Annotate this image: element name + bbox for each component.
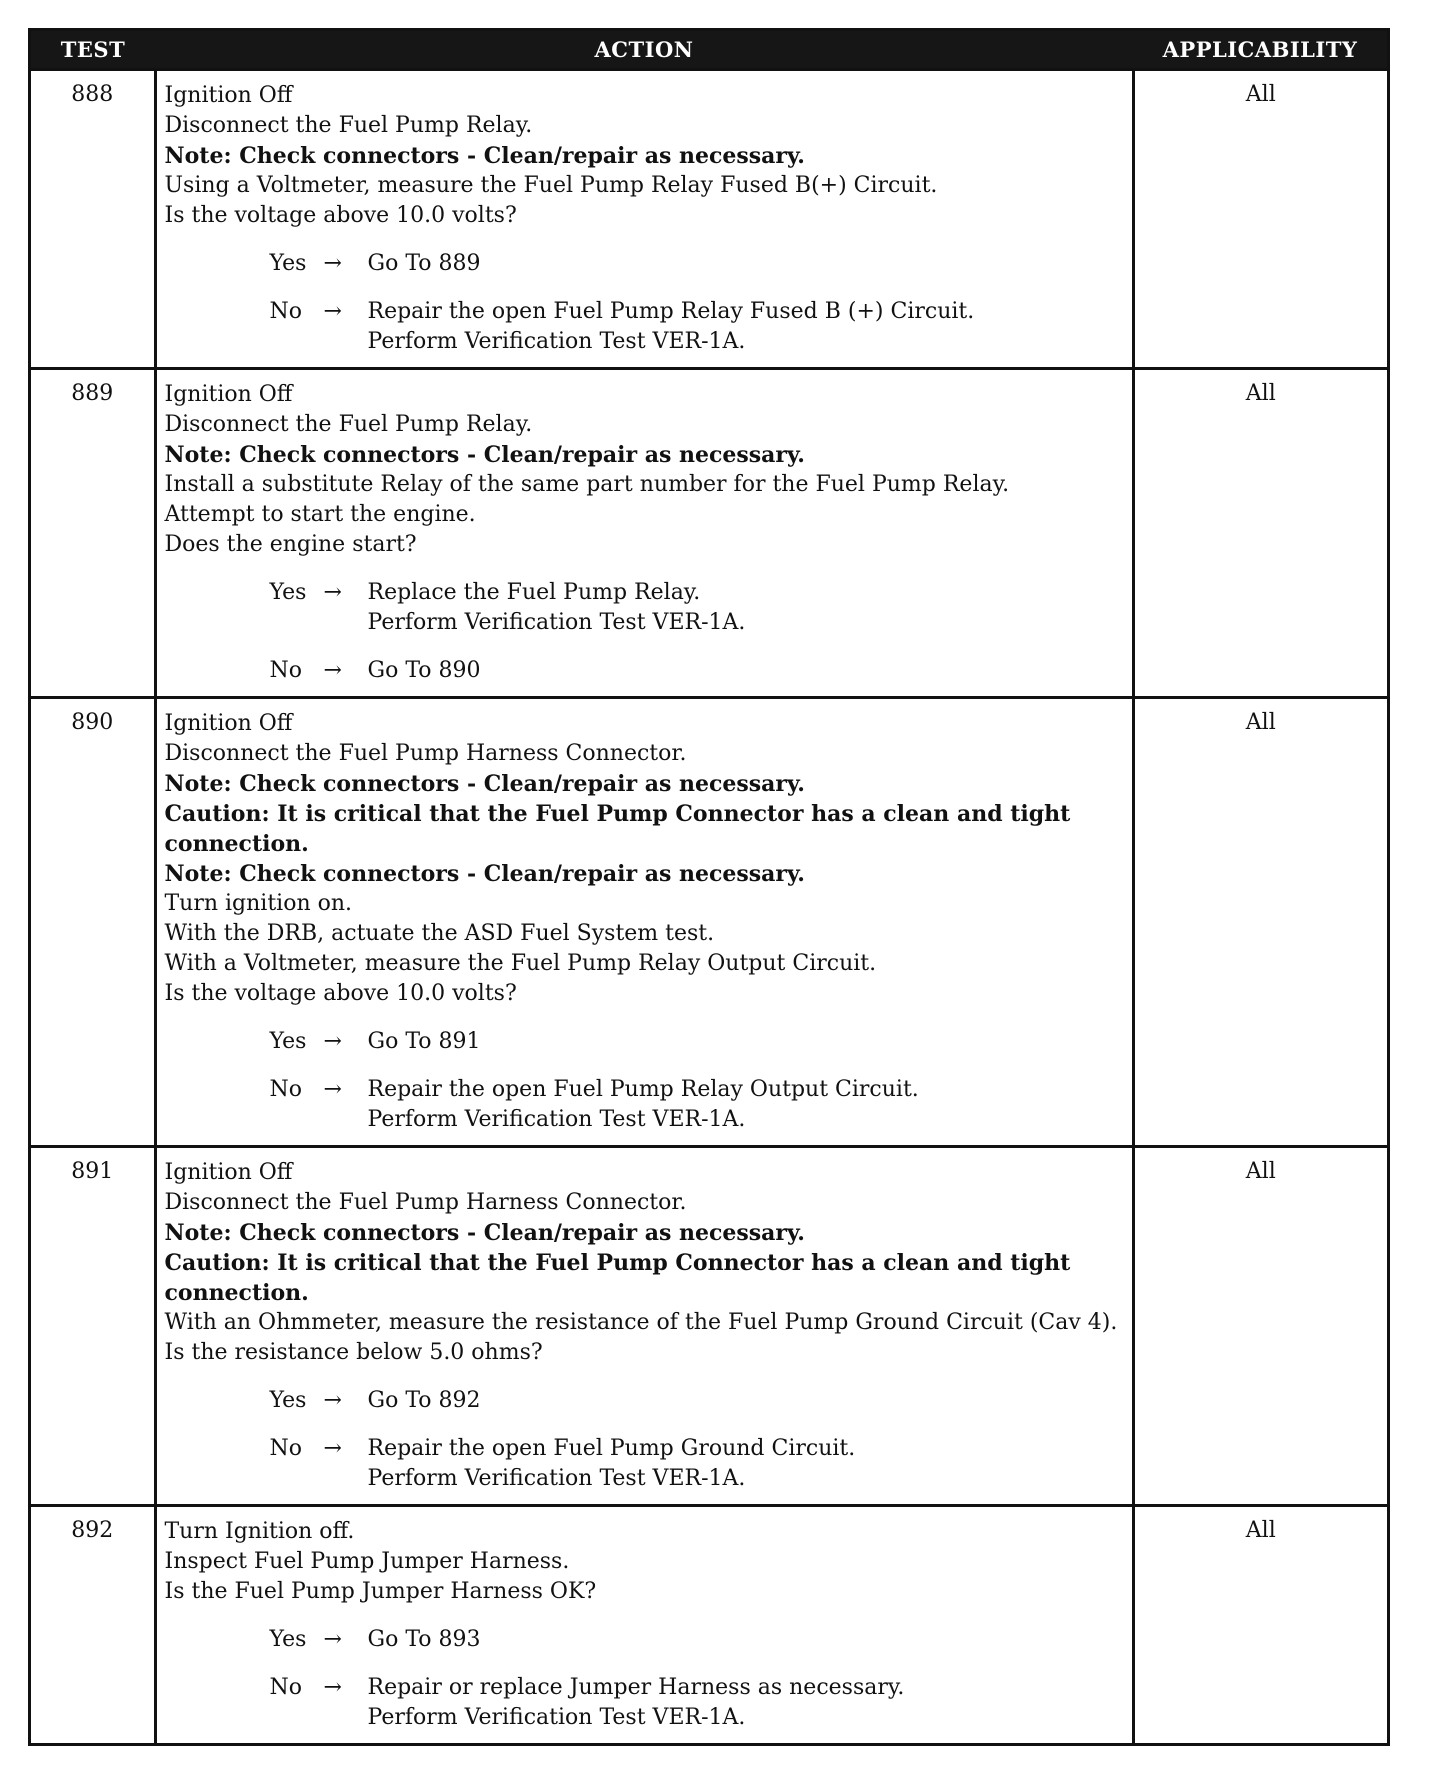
action-note: Caution: It is critical that the Fuel Pump Connector has a clean and tight connection. (164, 801, 1071, 857)
applicability-value: All (1133, 70, 1387, 369)
branch-result-line: Go To 891 (367, 1029, 481, 1054)
action-note: Caution: It is critical that the Fuel Pump Connector has a clean and tight connection. (164, 1250, 1071, 1306)
decision-branch (270, 1386, 1124, 1416)
action-note: Note: Check connectors - Clean/repair as necessary. (164, 861, 805, 887)
arrow-right-icon: → (323, 1388, 342, 1413)
test-number: 889 (31, 369, 155, 698)
action-step: Install a substitute Relay of the same part number for the Fuel Pump Relay. (164, 472, 1010, 497)
action-note: Note: Check connectors - Clean/repair as necessary. (164, 143, 805, 169)
branch-result (368, 297, 1124, 357)
action-note: Note: Check connectors - Clean/repair as necessary. (164, 1220, 805, 1246)
action-cell (155, 1147, 1133, 1506)
action-step: Is the voltage above 10.0 volts? (164, 203, 517, 228)
branch-result-line: Replace the Fuel Pump Relay. (367, 580, 701, 605)
decision-branch (270, 1673, 1124, 1733)
branch-result-line: Perform Verification Test VER-1A. (367, 329, 746, 354)
action-step: Turn ignition on. (164, 891, 353, 916)
arrow-right-icon: → (323, 251, 342, 276)
arrow-right-icon: → (323, 580, 342, 605)
action-step: Ignition Off (164, 83, 293, 108)
test-number: 888 (31, 70, 155, 369)
decision-branch (270, 1434, 1124, 1494)
branch-result-line: Perform Verification Test VER-1A. (367, 610, 746, 635)
action-cell (155, 70, 1133, 369)
decision-branch (270, 1625, 1124, 1655)
table-row (31, 1147, 1387, 1506)
decision-branch (270, 656, 1124, 686)
decision-branch (270, 249, 1124, 279)
arrow-right-icon: → (323, 1675, 342, 1700)
action-note: Note: Check connectors - Clean/repair as necessary. (164, 771, 805, 797)
action-step: Ignition Off (164, 1160, 293, 1185)
decision-branch (270, 297, 1124, 357)
test-number: 892 (31, 1506, 155, 1744)
table-row (31, 1506, 1387, 1744)
table-body (31, 70, 1387, 1744)
decision-branch (270, 1075, 1124, 1135)
branch-result-line: Repair the open Fuel Pump Relay Output Circuit. (367, 1077, 919, 1102)
action-step: Using a Voltmeter, measure the Fuel Pump Relay Fused B(+) Circuit. (164, 173, 938, 198)
branch-result-line: Go To 890 (367, 658, 481, 683)
branch-label: No (269, 299, 302, 324)
diagnostic-test-table (31, 31, 1387, 1743)
test-number: 891 (31, 1147, 155, 1506)
applicability-value: All (1133, 369, 1387, 698)
action-note: Note: Check connectors - Clean/repair as necessary. (164, 442, 805, 468)
branch-result-line: Go To 893 (367, 1627, 481, 1652)
arrow-right-icon: → (323, 658, 342, 683)
action-step: With a Voltmeter, measure the Fuel Pump Relay Output Circuit. (164, 951, 877, 976)
branch-result (368, 1673, 1124, 1733)
action-step: Is the voltage above 10.0 volts? (164, 981, 517, 1006)
branch-result-line: Perform Verification Test VER-1A. (367, 1466, 746, 1491)
arrow-right-icon: → (323, 299, 342, 324)
branch-label: Yes (269, 1627, 307, 1652)
action-step: Ignition Off (164, 711, 293, 736)
header-applicability: APPLICABILITY (1133, 31, 1387, 70)
action-step: Attempt to start the engine. (164, 502, 476, 527)
arrow-right-icon: → (323, 1627, 342, 1652)
branch-result (368, 1075, 1124, 1135)
table-row (31, 698, 1387, 1147)
branch-label: No (269, 658, 302, 683)
action-step: Does the engine start? (164, 532, 417, 557)
branch-result-line: Repair the open Fuel Pump Ground Circuit. (367, 1436, 856, 1461)
branch-result (368, 1625, 1124, 1655)
branch-result-line: Go To 889 (367, 251, 481, 276)
branch-result (368, 249, 1124, 279)
branch-label: No (269, 1077, 302, 1102)
arrow-right-icon: → (323, 1436, 342, 1461)
action-step: Disconnect the Fuel Pump Relay. (164, 412, 533, 437)
branch-result (368, 656, 1124, 686)
branch-result (368, 578, 1124, 638)
branch-result-line: Go To 892 (367, 1388, 481, 1413)
action-step: Turn Ignition off. (164, 1519, 355, 1544)
branch-label: No (269, 1675, 302, 1700)
action-step: Disconnect the Fuel Pump Harness Connector. (164, 1190, 687, 1215)
table-row (31, 70, 1387, 369)
action-step: Disconnect the Fuel Pump Harness Connector. (164, 741, 687, 766)
decision-branch (270, 1027, 1124, 1057)
action-step: Inspect Fuel Pump Jumper Harness. (164, 1549, 570, 1574)
action-cell (155, 1506, 1133, 1744)
header-test: TEST (31, 31, 155, 70)
branch-label: Yes (269, 1029, 307, 1054)
arrow-right-icon: → (323, 1077, 342, 1102)
header-action: ACTION (155, 31, 1133, 70)
action-step: Disconnect the Fuel Pump Relay. (164, 113, 533, 138)
arrow-right-icon: → (323, 1029, 342, 1054)
branch-result (368, 1386, 1124, 1416)
action-step: With an Ohmmeter, measure the resistance of the Fuel Pump Ground Circuit (Cav 4). (164, 1310, 1118, 1335)
branch-label: Yes (269, 251, 307, 276)
branch-label: No (269, 1436, 302, 1461)
action-step: Is the Fuel Pump Jumper Harness OK? (164, 1579, 597, 1604)
branch-result-line: Repair or replace Jumper Harness as necessary. (367, 1675, 905, 1700)
table-row (31, 369, 1387, 698)
action-step: Ignition Off (164, 382, 293, 407)
branch-result (368, 1027, 1124, 1057)
test-number: 890 (31, 698, 155, 1147)
branch-result-line: Perform Verification Test VER-1A. (367, 1705, 746, 1730)
branch-label: Yes (269, 1388, 307, 1413)
decision-branch (270, 578, 1124, 638)
action-cell (155, 369, 1133, 698)
applicability-value: All (1133, 1147, 1387, 1506)
action-step: Is the resistance below 5.0 ohms? (164, 1340, 543, 1365)
applicability-value: All (1133, 698, 1387, 1147)
branch-result (368, 1434, 1124, 1494)
diagnostic-table-sheet (28, 28, 1390, 1746)
action-cell (155, 698, 1133, 1147)
table-header-row (31, 31, 1387, 70)
branch-result-line: Repair the open Fuel Pump Relay Fused B (+) Circuit. (367, 299, 975, 324)
branch-result-line: Perform Verification Test VER-1A. (367, 1107, 746, 1132)
branch-label: Yes (269, 580, 307, 605)
applicability-value: All (1133, 1506, 1387, 1744)
action-step: With the DRB, actuate the ASD Fuel System test. (164, 921, 715, 946)
